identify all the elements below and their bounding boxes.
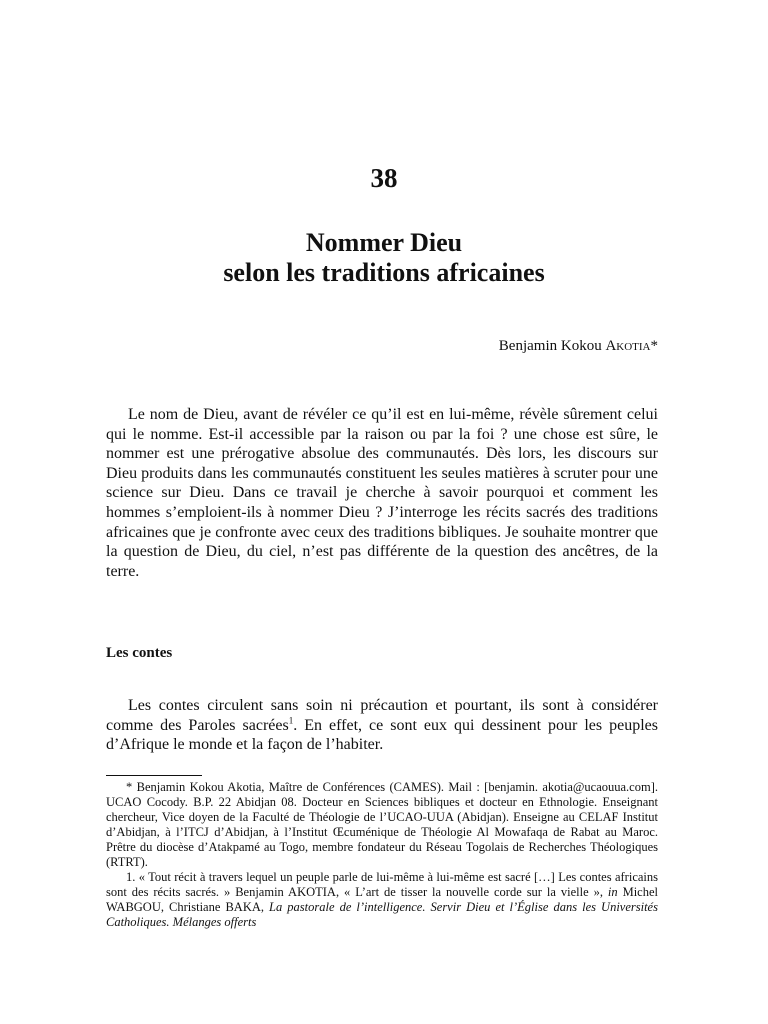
author-given-names: Benjamin Kokou: [498, 338, 606, 354]
section-paragraph: [106, 696, 658, 755]
author-footnote-mark: *: [650, 338, 658, 354]
footnote-1-text-b: Michel WABGOU, Christiane BAKA,: [106, 885, 658, 914]
chapter-title-line-2: selon les traditions africaines: [223, 258, 545, 287]
section-paragraph-text-a: Les contes circulent sans soin ni précaution et pourtant, ils sont à considérer comme des Paroles sacrées: [106, 697, 658, 734]
footnote-1-text-a: 1. « Tout récit à travers lequel un peuple parle de lui-même à lui-même est sacré […] Les contes africains sont des récits sacrés. » Benjamin AKOTIA, « L’art de tisser la nouvelle corde sur la vielle »,: [106, 870, 658, 899]
section-heading: Les contes: [106, 645, 173, 661]
chapter-title: [0, 228, 768, 288]
footnote-author: * Benjamin Kokou Akotia, Maître de Conférences (CAMES). Mail : [benjamin. akotia@ucaouua.com]. UCAO Cocody. B.P. 22 Abidjan 08. Docteur en Sciences bibliques et docteur en Ethnologie. Enseignant chercheur, Vice doyen de la Faculté de Théologie de l’UCAO-UUA (Abidjan). Enseigne au CELAF Institut d’Abidjan, à l’ITCJ d’Abidjan, à l’Institut Œcuménique de Théologie Al Mowafaqa de Rabat au Maroc. Prêtre du diocèse d’Atakpamé au Togo, membre fondateur du Réseau Togolais de Recherches Théologiques (RTRT).: [106, 780, 658, 869]
author-surname: Akotia: [605, 338, 651, 354]
footnote-divider: [106, 775, 202, 776]
footnote-1-title: La pastorale de l’intelligence. Servir Dieu et l’Église dans les Universités Catholiques. Mélanges offerts: [106, 900, 658, 929]
section-paragraph-text-b: . En effet, ce sont eux qui dessinent pour les peuples d’Afrique le monde et la façon de l’habiter.: [106, 716, 659, 754]
author-byline: [499, 338, 658, 355]
footnotes: [106, 780, 658, 930]
chapter-number: 38: [370, 163, 398, 193]
chapter-title-line-1: Nommer Dieu: [305, 228, 463, 257]
footnote-reference: 1: [288, 715, 294, 726]
footnote-1: [106, 870, 658, 930]
footnote-1-in: in: [607, 885, 618, 899]
intro-paragraph: Le nom de Dieu, avant de révéler ce qu’il est en lui-même, révèle sûrement celui qui le nomme. Est-il accessible par la raison ou par la foi ? une chose est sûre, le nommer est une prérogative absolue des communautés. Dès lors, les discours sur Dieu produits dans les communautés constituent les seules matières à scruter pour une science sur Dieu. Dans ce travail je cherche à savoir pourquoi et comment les hommes s’emploient-ils à nommer Dieu ? J’interroge les récits sacrés des traditions africaines que je confronte avec ceux des traditions bibliques. Je souhaite montrer que la question de Dieu, du ciel, n’est pas différente de la question des ancêtres, de la terre.: [106, 406, 658, 580]
